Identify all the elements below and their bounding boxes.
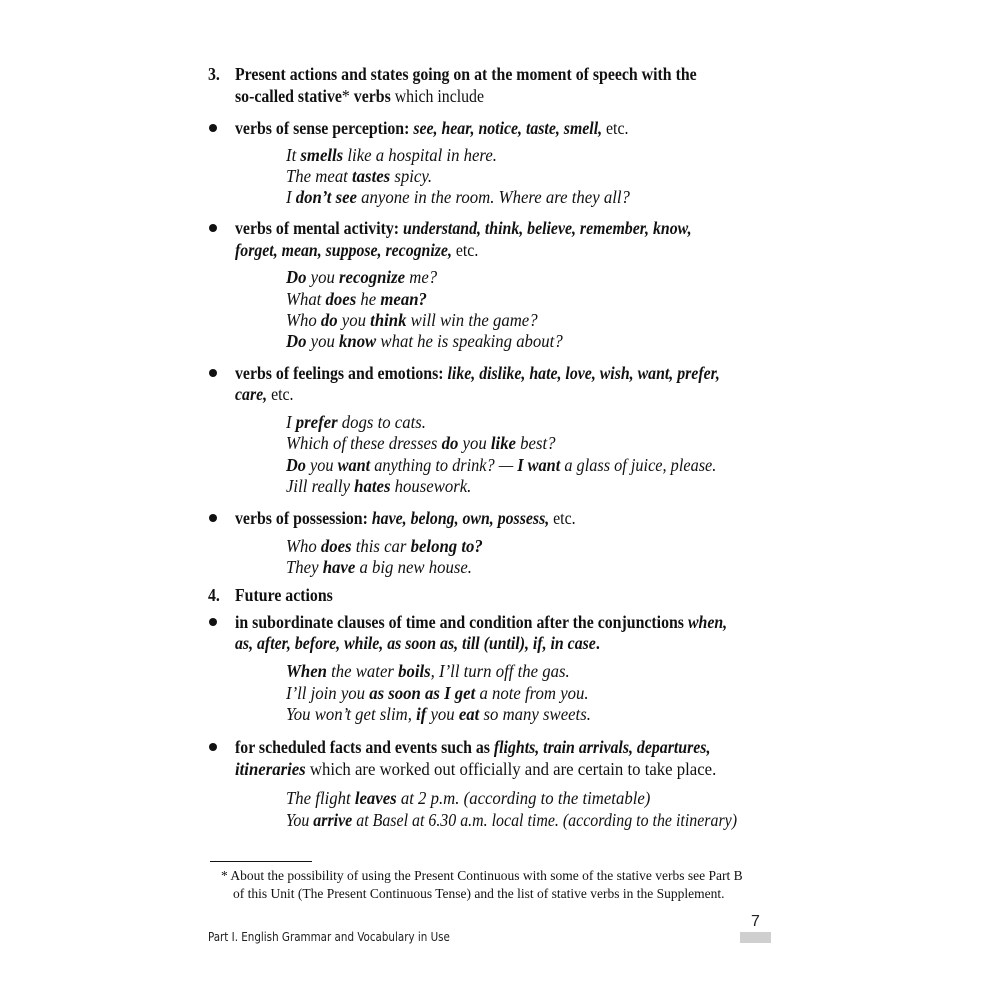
example-verb: tastes (352, 166, 391, 186)
section-3-title-line2 (235, 85, 484, 107)
example-line (286, 475, 471, 497)
example-text: You (286, 810, 314, 830)
feelings-etc: etc. (267, 384, 294, 404)
example-text: anyone in the room. Where are they all? (356, 187, 630, 207)
example-verb: does (325, 289, 357, 309)
example-text: What (286, 289, 326, 309)
example-text: this car (351, 536, 411, 556)
example-text: you (306, 267, 340, 287)
section-3-number: 3. (208, 64, 220, 84)
example-verb: When (286, 661, 327, 681)
example-line (286, 454, 716, 476)
example-text: the water (326, 661, 399, 681)
example-line (286, 309, 538, 331)
example-text: They (286, 557, 323, 577)
sense-lead: verbs of sense perception: (235, 118, 414, 138)
example-line (286, 186, 630, 208)
page-number: 7 (751, 913, 760, 930)
section-3-title-line1: Present actions and states going on at the moment of speech with the (235, 64, 697, 84)
example-text: at 2 p.m. (according to the timetable) (396, 788, 651, 808)
conjunction: when, (687, 612, 728, 632)
conjunctions-list: as, after, before, while, as soon as, till (until), if, in case (235, 633, 596, 653)
scheduled-lead: for scheduled facts and events such as (235, 737, 494, 757)
example-verb: boils (398, 661, 431, 681)
example-text: you (305, 455, 338, 475)
example-text: The meat (286, 166, 353, 186)
example-line (286, 144, 497, 166)
example-text: will win the game? (406, 310, 538, 330)
example-verb: do (320, 310, 338, 330)
feelings-heading-line2 (235, 383, 293, 405)
section-4-number: 4. (208, 585, 220, 605)
possession-lead: verbs of possession: (235, 508, 372, 528)
example-text: me? (405, 267, 438, 287)
example-verb: have (322, 557, 356, 577)
bullet-dot (209, 124, 217, 132)
example-verb: leaves (354, 788, 397, 808)
example-line (286, 330, 563, 352)
example-text: anything to drink? — (370, 455, 518, 475)
footnote-line2: of this Unit (The Present Continuous Tense) and the list of stative verbs in the Supplement. (233, 886, 725, 901)
mental-lead: verbs of mental activity: (235, 218, 404, 238)
scheduled-examples: flights, train arrivals, departures, (493, 737, 711, 757)
example-line (286, 165, 432, 187)
example-text: you (306, 331, 340, 351)
sense-verbs: see, hear, notice, taste, smell, (413, 118, 603, 138)
example-text: , I’ll turn off the gas. (430, 661, 570, 681)
scheduled-heading-line1 (235, 736, 710, 758)
example-verb: smells (300, 145, 344, 165)
example-line (286, 266, 437, 288)
example-line (286, 703, 591, 725)
example-verb: I want (517, 455, 561, 475)
example-verb: Do (286, 331, 307, 351)
example-verb: like (490, 433, 517, 453)
period: . (595, 633, 600, 653)
example-verb: Do (286, 455, 306, 475)
example-text: dogs to cats. (337, 412, 426, 432)
bullet-dot (209, 514, 217, 522)
feelings-lead: verbs of feelings and emotions: (235, 363, 448, 383)
example-verb: mean? (380, 289, 427, 309)
example-text: he (356, 289, 381, 309)
example-text: you (458, 433, 491, 453)
example-text: spicy. (390, 166, 433, 186)
feelings-heading-line1 (235, 362, 720, 384)
example-text: You won’t get slim, (286, 704, 417, 724)
example-line (286, 682, 589, 704)
sense-etc: etc. (602, 118, 629, 138)
example-text: It (286, 145, 301, 165)
example-verb: as soon as I get (369, 683, 476, 703)
example-verb: belong to? (410, 536, 483, 556)
example-text: at Basel at 6.30 a.m. local time. (according to the itinerary) (352, 810, 738, 830)
mental-heading-line1 (235, 217, 692, 239)
example-verb: does (320, 536, 352, 556)
example-line (286, 432, 556, 454)
example-verb: recognize (339, 267, 406, 287)
clauses-heading-line2 (235, 632, 600, 654)
possession-heading (235, 507, 576, 529)
example-text: Which of these dresses (286, 433, 442, 453)
mental-verbs: forget, mean, suppose, recognize, (235, 240, 452, 260)
scheduled-term: itineraries (235, 759, 306, 779)
example-verb: do (441, 433, 459, 453)
scheduled-rest: which are worked out officially and are certain to take place. (305, 759, 717, 779)
footnote-line1: * About the possibility of using the Present Continuous with some of the stative verbs see Part B (221, 868, 743, 883)
sense-heading (235, 117, 628, 139)
example-line (286, 556, 472, 578)
running-title: Part I. English Grammar and Vocabulary in Use (208, 929, 450, 944)
example-verb: know (339, 331, 377, 351)
example-text: housework. (390, 476, 472, 496)
section-3-term: so-called stative (235, 86, 342, 106)
example-verb: prefer (295, 412, 338, 432)
page-number-bar (740, 932, 771, 943)
example-verb: want (337, 455, 371, 475)
example-verb: Do (286, 267, 307, 287)
feelings-verbs: care, (235, 384, 268, 404)
example-text: Who (286, 536, 321, 556)
example-text: best? (516, 433, 556, 453)
example-text: I’ll join you (286, 683, 370, 703)
example-text: like a hospital in here. (343, 145, 497, 165)
example-text: Jill really (286, 476, 355, 496)
possession-verbs: have, belong, own, possess, (371, 508, 550, 528)
section-4-title: Future actions (235, 585, 333, 605)
mental-etc: etc. (451, 240, 479, 260)
example-text: I (286, 412, 296, 432)
bullet-dot (209, 743, 217, 751)
footnote-marker: * (341, 86, 350, 106)
example-line (286, 787, 650, 809)
example-text: so many sweets. (479, 704, 591, 724)
clauses-heading-line1 (235, 611, 727, 633)
bullet-dot (209, 369, 217, 377)
example-line (286, 411, 426, 433)
mental-verbs: understand, think, believe, remember, know, (403, 218, 692, 238)
example-line (286, 535, 483, 557)
example-text: a glass of juice, please. (560, 455, 717, 475)
example-verb: don’t see (295, 187, 357, 207)
example-line (286, 660, 570, 682)
footnote-rule (210, 861, 312, 862)
scheduled-heading-line2 (235, 758, 716, 780)
example-verb: hates (354, 476, 391, 496)
section-3-term-verbs: verbs (349, 86, 391, 106)
example-verb: eat (458, 704, 480, 724)
example-text: what he is speaking about? (376, 331, 563, 351)
example-text: Who (286, 310, 321, 330)
section-3-title-rest: which include (390, 86, 485, 106)
example-verb: think (370, 310, 407, 330)
example-text: you (426, 704, 459, 724)
example-text: The flight (286, 788, 355, 808)
feelings-verbs: like, dislike, hate, love, wish, want, prefer, (447, 363, 720, 383)
possession-etc: etc. (549, 508, 576, 528)
example-line (286, 809, 737, 831)
example-text: a big new house. (355, 557, 472, 577)
bullet-dot (209, 224, 217, 232)
clauses-lead: in subordinate clauses of time and condition after the conjunctions (235, 612, 688, 632)
mental-heading-line2 (235, 239, 478, 261)
example-text: a note from you. (475, 683, 589, 703)
bullet-dot (209, 618, 217, 626)
example-line (286, 288, 427, 310)
example-text: I (286, 187, 296, 207)
example-verb: if (416, 704, 427, 724)
example-verb: arrive (313, 810, 353, 830)
example-text: you (337, 310, 371, 330)
